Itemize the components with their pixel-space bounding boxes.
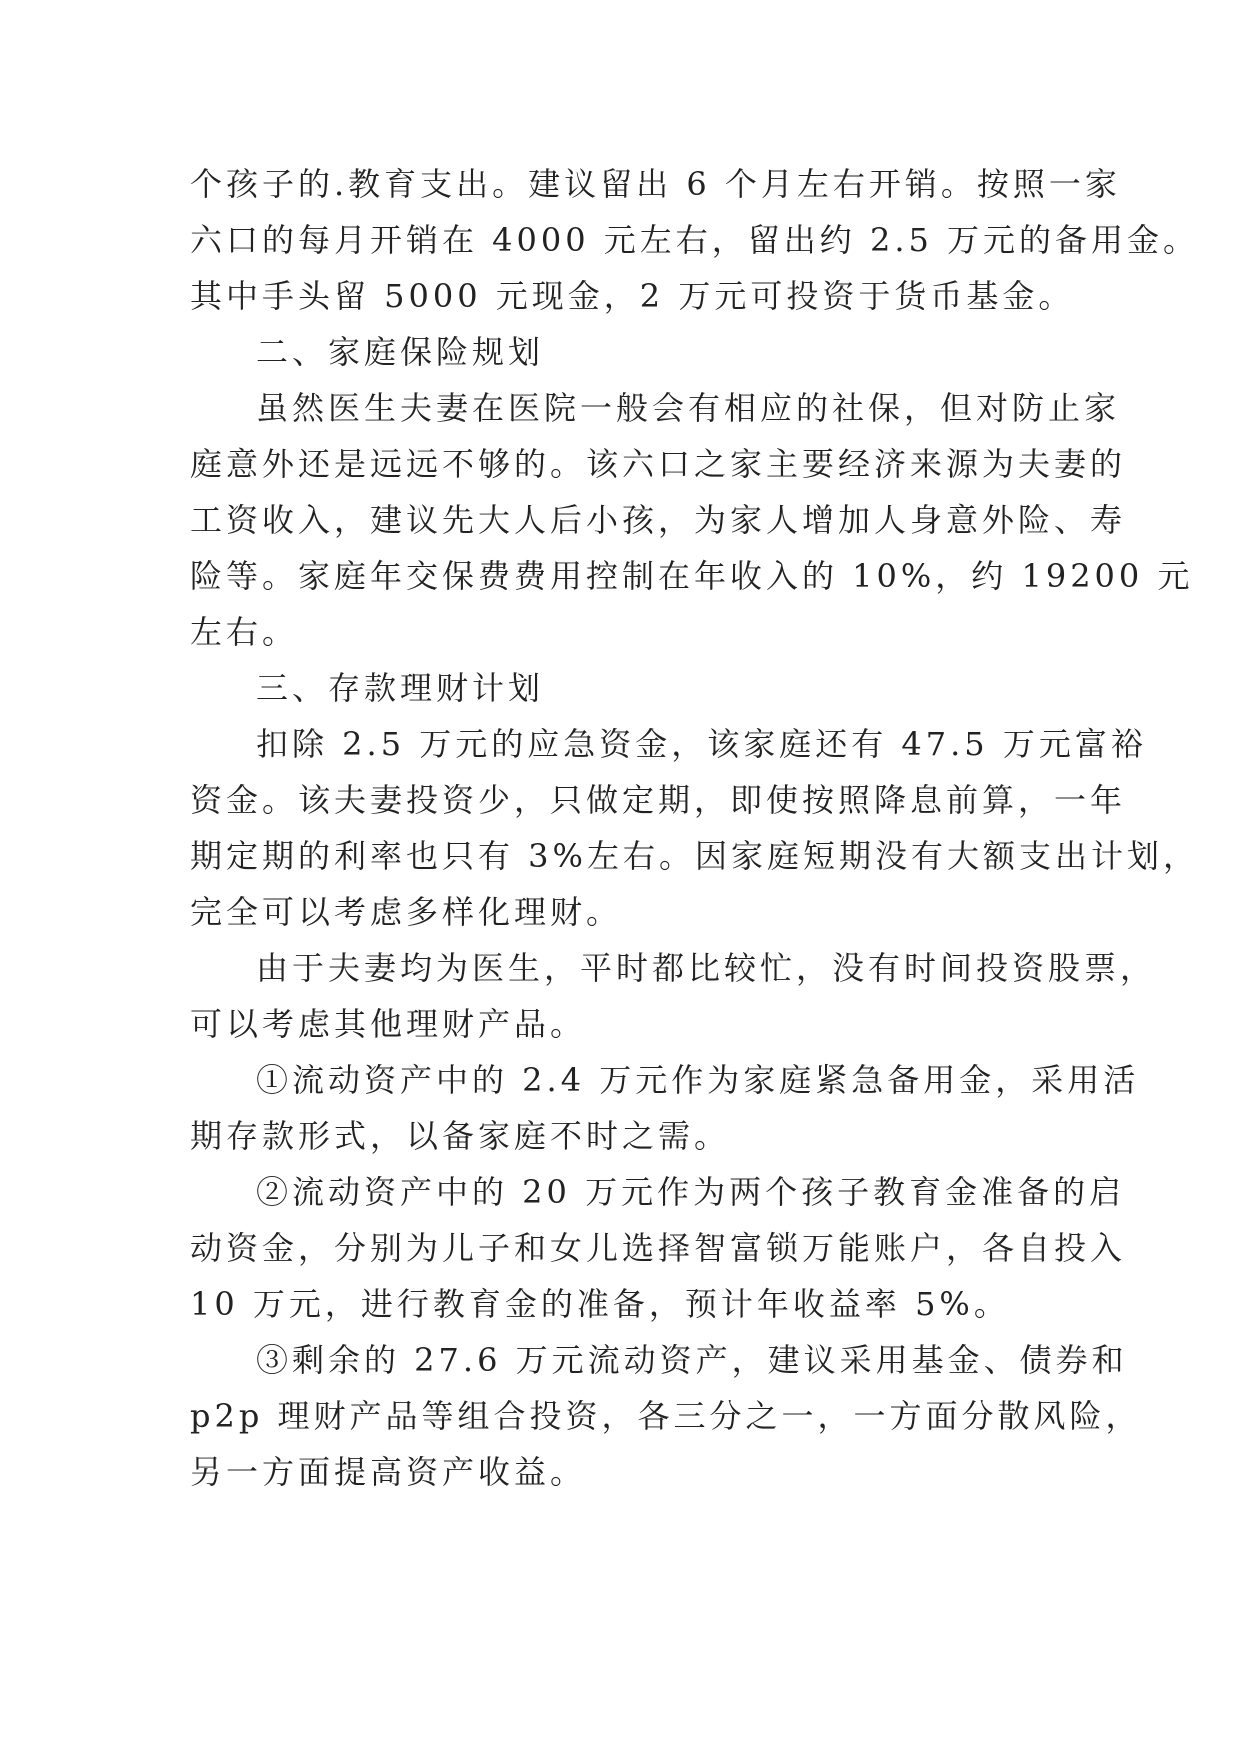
text-line: 其中手头留 5000 元现金，2 万元可投资于货币基金。 (190, 277, 1075, 315)
text-line: 个孩子的.教育支出。建议留出 6 个月左右开销。按照一家 (190, 165, 1121, 203)
paragraph-start-line: 虽然医生夫妻在医院一般会有相应的社保，但对防止家 (256, 389, 1121, 427)
text-line: 完全可以考虑多样化理财。 (190, 893, 623, 931)
paragraph-start-line: 三、存款理财计划 (256, 669, 545, 707)
paragraph-start-line: 由于夫妻均为医生，平时都比较忙，没有时间投资股票， (256, 949, 1157, 987)
text-line: 资金。该夫妻投资少，只做定期，即使按照降息前算，一年 (190, 781, 1127, 819)
paragraph-start-line: ①流动资产中的 2.4 万元作为家庭紧急备用金，采用活 (256, 1061, 1140, 1099)
text-line: 另一方面提高资产收益。 (190, 1453, 587, 1491)
text-line: 可以考虑其他理财产品。 (190, 1005, 587, 1043)
paragraph-start-line: ③剩余的 27.6 万元流动资产，建议采用基金、债券和 (256, 1341, 1128, 1379)
text-line: 动资金，分别为儿子和女儿选择智富锁万能账户，各自投入 (190, 1229, 1127, 1267)
document-body (190, 156, 1200, 1500)
paragraph-start-line: ②流动资产中的 20 万元作为两个孩子教育金准备的启 (256, 1173, 1126, 1211)
paragraph-start-line: 二、家庭保险规划 (256, 333, 545, 371)
text-line: 左右。 (190, 613, 299, 651)
text-line: 10 万元，进行教育金的准备，预计年收益率 5%。 (190, 1285, 1010, 1323)
text-line: 工资收入，建议先大人后小孩，为家人增加人身意外险、寿 (190, 501, 1127, 539)
text-line: 险等。家庭年交保费费用控制在年收入的 10%，约 19200 元 (190, 557, 1194, 595)
text-line: 六口的每月开销在 4000 元左右，留出约 2.5 万元的备用金。 (190, 221, 1200, 259)
paragraph-start-line: 扣除 2.5 万元的应急资金，该家庭还有 47.5 万元富裕 (256, 725, 1147, 763)
text-line: 庭意外还是远远不够的。该六口之家主要经济来源为夫妻的 (190, 445, 1127, 483)
text-line: 期存款形式，以备家庭不时之需。 (190, 1117, 731, 1155)
text-line: 期定期的利率也只有 3%左右。因家庭短期没有大额支出计划， (190, 837, 1199, 875)
text-line: p2p 理财产品等组合投资，各三分之一，一方面分散风险， (190, 1397, 1142, 1435)
